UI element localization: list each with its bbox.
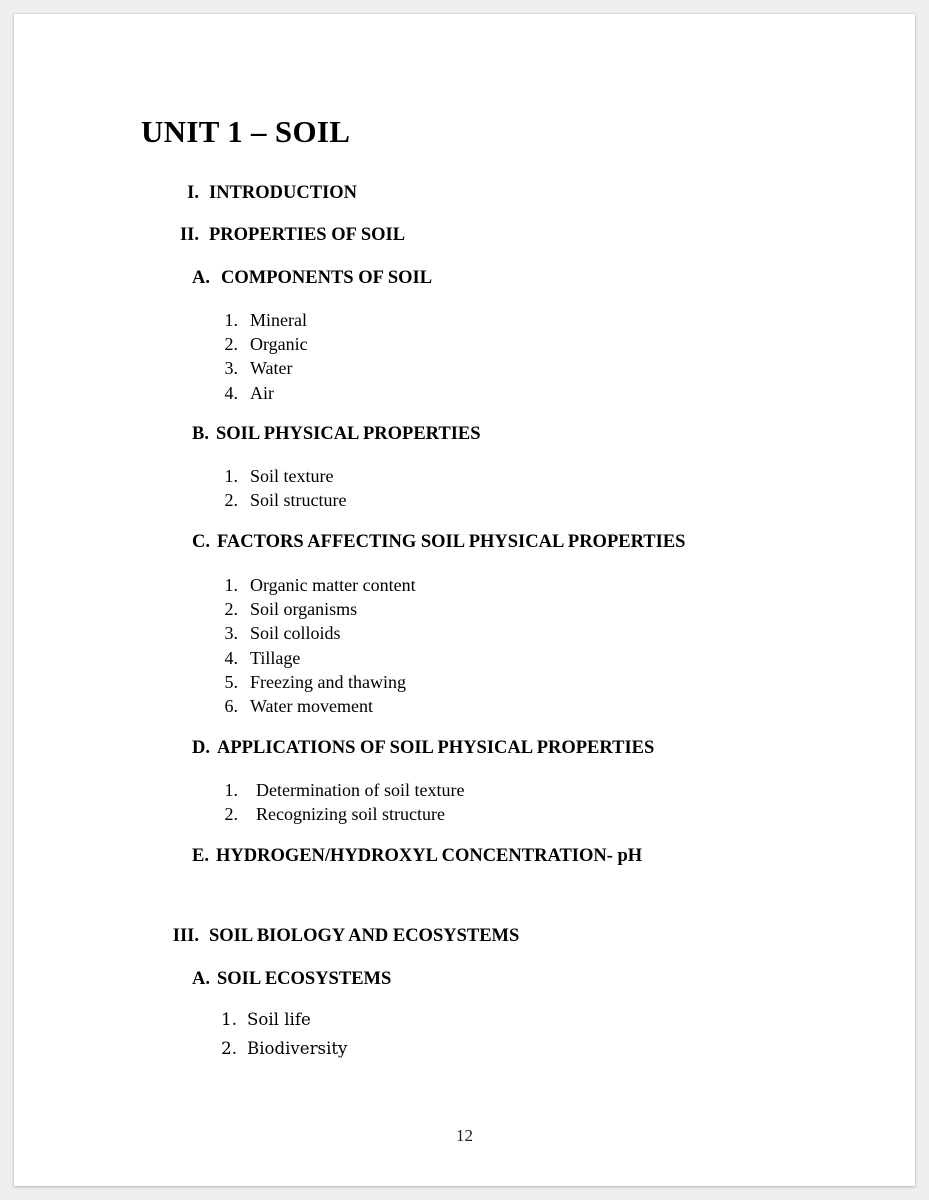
list-item-number: 2. <box>224 804 238 825</box>
list-item-label: Water <box>250 358 293 379</box>
outline-heading-ii-e <box>192 846 642 867</box>
list-item <box>220 310 308 334</box>
list-item <box>220 672 416 696</box>
list-item-label: Recognizing soil structure <box>256 804 445 825</box>
outline-numeral-ii: II. <box>179 225 199 245</box>
list-item <box>220 358 308 382</box>
outline-heading-ii-c <box>192 532 685 553</box>
list-item-number: 2. <box>224 334 238 355</box>
list-item-number: 1. <box>224 575 238 595</box>
list-item <box>220 780 464 804</box>
page-title: UNIT 1 – SOIL <box>141 114 351 149</box>
outline-numeral-i: I. <box>187 183 199 203</box>
outline-heading-ii-b-label: SOIL PHYSICAL PROPERTIES <box>215 424 481 444</box>
outline-heading-i <box>154 183 357 204</box>
list-item <box>220 696 416 720</box>
list-item-number: 2. <box>221 1038 237 1058</box>
list-item <box>220 599 416 623</box>
list-item <box>220 804 464 828</box>
list-item-number: 1. <box>224 310 238 330</box>
list-item-label: Soil colloids <box>250 623 341 644</box>
list-item <box>220 490 347 514</box>
list-item <box>220 1010 347 1039</box>
list-item-number: 5. <box>224 671 238 692</box>
outline-heading-ii-e-label: HYDROGEN/HYDROXYL CONCENTRATION- pH <box>215 846 643 866</box>
list-item-number: 4. <box>224 382 238 403</box>
page-number: 12 <box>456 1126 473 1145</box>
list-item-label: Freezing and thawing <box>250 671 406 692</box>
outline-letter-ii-d: D. <box>192 738 210 758</box>
list-item-label: Determination of soil texture <box>256 780 465 800</box>
list-item-number: 3. <box>224 358 238 379</box>
outline-heading-ii-a-label: COMPONENTS OF SOIL <box>221 268 433 288</box>
list-item-label: Organic matter content <box>250 575 416 595</box>
list-item-number: 2. <box>224 490 238 511</box>
outline-list-iii-a <box>220 1010 347 1067</box>
list-item-number: 6. <box>224 695 238 716</box>
list-item-label: Mineral <box>250 310 307 330</box>
list-item <box>220 1039 347 1068</box>
list-item-label: Air <box>250 382 274 403</box>
list-item <box>220 575 416 599</box>
list-item-label: Tillage <box>250 647 301 668</box>
list-item-number: 1. <box>224 466 238 486</box>
list-item <box>220 648 416 672</box>
outline-letter-ii-e: E. <box>192 846 209 866</box>
list-item-label: Biodiversity <box>247 1038 348 1058</box>
outline-heading-ii-b <box>192 424 481 445</box>
list-item-label: Water movement <box>250 695 374 716</box>
outline-heading-iii <box>154 926 519 947</box>
list-item-label: Soil life <box>247 1010 311 1029</box>
list-item-label: Soil structure <box>250 490 347 511</box>
outline-list-ii-a <box>220 310 308 407</box>
list-item <box>220 334 308 358</box>
outline-letter-ii-b: B. <box>192 424 209 444</box>
list-item-label: Soil organisms <box>250 599 358 620</box>
outline-heading-ii-a <box>192 268 432 289</box>
document-page <box>14 14 915 1186</box>
outline-letter-iii-a: A. <box>192 969 210 989</box>
outline-list-ii-c <box>220 575 416 720</box>
document-content <box>14 14 915 1186</box>
outline-letter-ii-a: A. <box>192 268 210 288</box>
list-item <box>220 623 416 647</box>
outline-heading-ii-d <box>192 738 654 759</box>
outline-heading-iii-label: SOIL BIOLOGY AND ECOSYSTEMS <box>209 926 520 946</box>
list-item-label: Organic <box>250 334 308 355</box>
list-item <box>220 383 308 407</box>
list-item-number: 4. <box>224 647 238 668</box>
outline-heading-ii <box>154 225 405 246</box>
list-item-number: 1. <box>221 1010 237 1029</box>
list-item-number: 2. <box>224 599 238 620</box>
outline-heading-i-label: INTRODUCTION <box>209 183 358 203</box>
list-item-label: Soil texture <box>250 466 334 486</box>
list-item-number: 3. <box>224 623 238 644</box>
outline-list-ii-b <box>220 466 347 514</box>
outline-letter-ii-c: C. <box>192 532 210 552</box>
outline-heading-iii-a-label: SOIL ECOSYSTEMS <box>217 969 392 989</box>
outline-numeral-iii: III. <box>172 926 199 946</box>
outline-heading-ii-c-label: FACTORS AFFECTING SOIL PHYSICAL PROPERTIES <box>217 532 686 552</box>
outline-list-ii-d <box>220 780 464 828</box>
list-item-number: 1. <box>224 780 238 800</box>
outline-heading-ii-d-label: APPLICATIONS OF SOIL PHYSICAL PROPERTIES <box>217 738 655 758</box>
outline-heading-ii-label: PROPERTIES OF SOIL <box>209 225 406 245</box>
list-item <box>220 466 347 490</box>
outline-heading-iii-a <box>192 969 391 990</box>
